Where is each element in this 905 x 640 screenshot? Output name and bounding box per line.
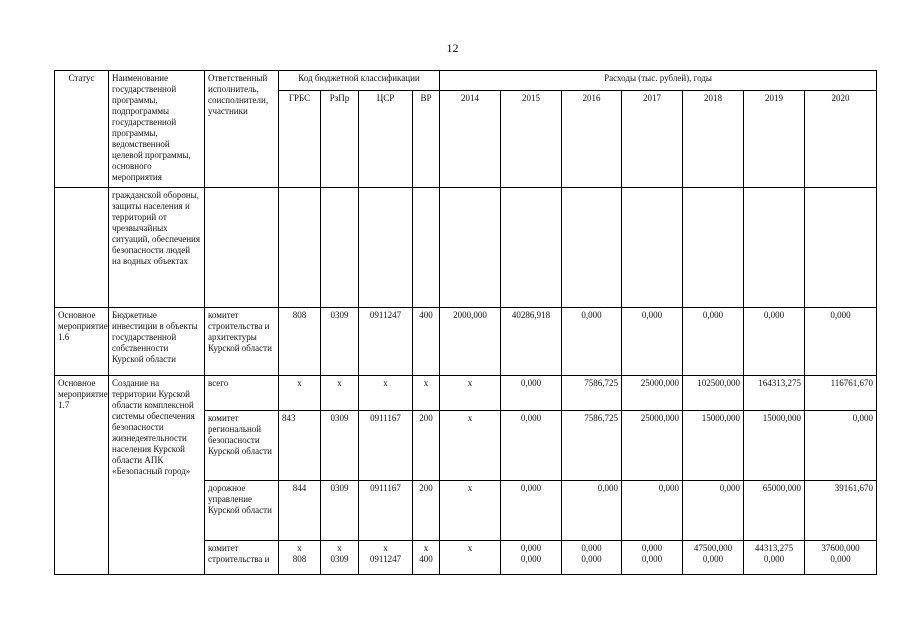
cell-value: 25000,000 — [622, 411, 683, 481]
header-code-csr: ЦСР — [359, 91, 413, 188]
cell-value: 0,000 — [744, 308, 805, 376]
cell-value: 0,000 — [683, 481, 744, 541]
cell-value: 7586,725 — [562, 376, 622, 411]
cell-value: 0,000 — [683, 308, 744, 376]
cell-value: x — [440, 481, 501, 541]
table-row — [55, 308, 877, 376]
header-year: 2020 — [805, 91, 877, 188]
cell-value: x — [440, 376, 501, 411]
cell-value: 164313,275 — [744, 376, 805, 411]
cell-value: 0,000 — [562, 308, 622, 376]
cell-csr: 0911167 — [359, 481, 413, 541]
header-budget-code: Код бюджетной классификации — [279, 71, 440, 91]
row-responsible: комитет строительства и — [205, 541, 279, 575]
cell-grbs: x 808 — [279, 541, 321, 575]
row-status: Основное мероприятие 1.6 — [55, 308, 109, 376]
cell-rzpr: x 0309 — [321, 541, 359, 575]
cell-csr: 0911167 — [359, 411, 413, 481]
header-year: 2017 — [622, 91, 683, 188]
cell-value: 0,000 — [501, 481, 562, 541]
cell-value: 39161,670 — [805, 481, 877, 541]
header-name: Наименование государственной программы, подпрограммы государственной программы, ведомственной целевой программы, основного мероприятия — [109, 71, 205, 188]
cell-rzpr: x — [321, 376, 359, 411]
header-year: 2015 — [501, 91, 562, 188]
cell-value: 47500,000 0,000 — [683, 541, 744, 575]
cell-grbs: 843 — [279, 411, 321, 481]
cell-vr: 400 — [413, 308, 440, 376]
header-code-grbs: ГРБС — [279, 91, 321, 188]
cell-value: 37600,000 0,000 — [805, 541, 877, 575]
header-code-rzpr: РзПр — [321, 91, 359, 188]
cell-csr: x 0911247 — [359, 541, 413, 575]
row-name: гражданской обороны, защиты населения и территорий от чрезвычайных ситуаций, обеспечения безопасности людей на водных объектах — [109, 188, 205, 308]
row-responsible: комитет региональной безопасности Курской области — [205, 411, 279, 481]
cell-rzpr: 0309 — [321, 411, 359, 481]
cell-value: 0,000 — [805, 308, 877, 376]
cell-vr: 200 — [413, 481, 440, 541]
cell-value: 116761,670 — [805, 376, 877, 411]
row-responsible: дорожное управление Курской области — [205, 481, 279, 541]
header-responsible: Ответственный исполнитель, соисполнители, участники — [205, 71, 279, 188]
cell-value: 0,000 — [805, 411, 877, 481]
cell-value: 65000,000 — [744, 481, 805, 541]
cell-value: 40286,918 — [501, 308, 562, 376]
cell-csr: x — [359, 376, 413, 411]
row-status: Основное мероприятие 1.7 — [55, 376, 109, 575]
cell-value: 102500,000 — [683, 376, 744, 411]
cell-value: 2000,000 — [440, 308, 501, 376]
page-number: 12 — [446, 41, 459, 55]
cell-value: 7586,725 — [562, 411, 622, 481]
table-row — [55, 376, 877, 411]
cell-value: 0,000 0,000 — [622, 541, 683, 575]
header-year: 2019 — [744, 91, 805, 188]
cell-grbs: x — [279, 376, 321, 411]
header-expenses: Расходы (тыс. рублей), годы — [440, 71, 877, 91]
cell-value: 0,000 — [622, 308, 683, 376]
cell-vr: x 400 — [413, 541, 440, 575]
cell-value: 25000,000 — [622, 376, 683, 411]
expenses-table — [54, 70, 877, 575]
cell-vr: 200 — [413, 411, 440, 481]
cell-value: x — [440, 541, 501, 575]
header-code-vr: ВР — [413, 91, 440, 188]
cell-value: 0,000 — [562, 481, 622, 541]
cell-rzpr: 0309 — [321, 308, 359, 376]
row-responsible: всего — [205, 376, 279, 411]
row-name: Бюджетные инвестиции в объекты государственной собственности Курской области — [109, 308, 205, 376]
cell-value: 44313,275 0,000 — [744, 541, 805, 575]
cell-value: 15000,000 — [744, 411, 805, 481]
cell-value: x — [440, 411, 501, 481]
cell-value: 0,000 — [501, 376, 562, 411]
cell-value: 15000,000 — [683, 411, 744, 481]
cell-value: 0,000 0,000 — [562, 541, 622, 575]
cell-value: 0,000 — [501, 411, 562, 481]
header-year: 2014 — [440, 91, 501, 188]
header-year: 2018 — [683, 91, 744, 188]
cell-grbs: 844 — [279, 481, 321, 541]
row-name: Создание на территории Курской области комплексной системы обеспечения безопасности жизнедеятельности населения Курской области АПК «Безопасный город» — [109, 376, 205, 575]
cell-csr: 0911247 — [359, 308, 413, 376]
row-responsible: комитет строительства и архитектуры Курской области — [205, 308, 279, 376]
cell-value: 0,000 — [622, 481, 683, 541]
cell-vr: x — [413, 376, 440, 411]
cell-grbs: 808 — [279, 308, 321, 376]
table-row — [55, 188, 877, 308]
cell-value: 0,000 0,000 — [501, 541, 562, 575]
cell-rzpr: 0309 — [321, 481, 359, 541]
header-status: Статус — [55, 71, 109, 188]
header-year: 2016 — [562, 91, 622, 188]
